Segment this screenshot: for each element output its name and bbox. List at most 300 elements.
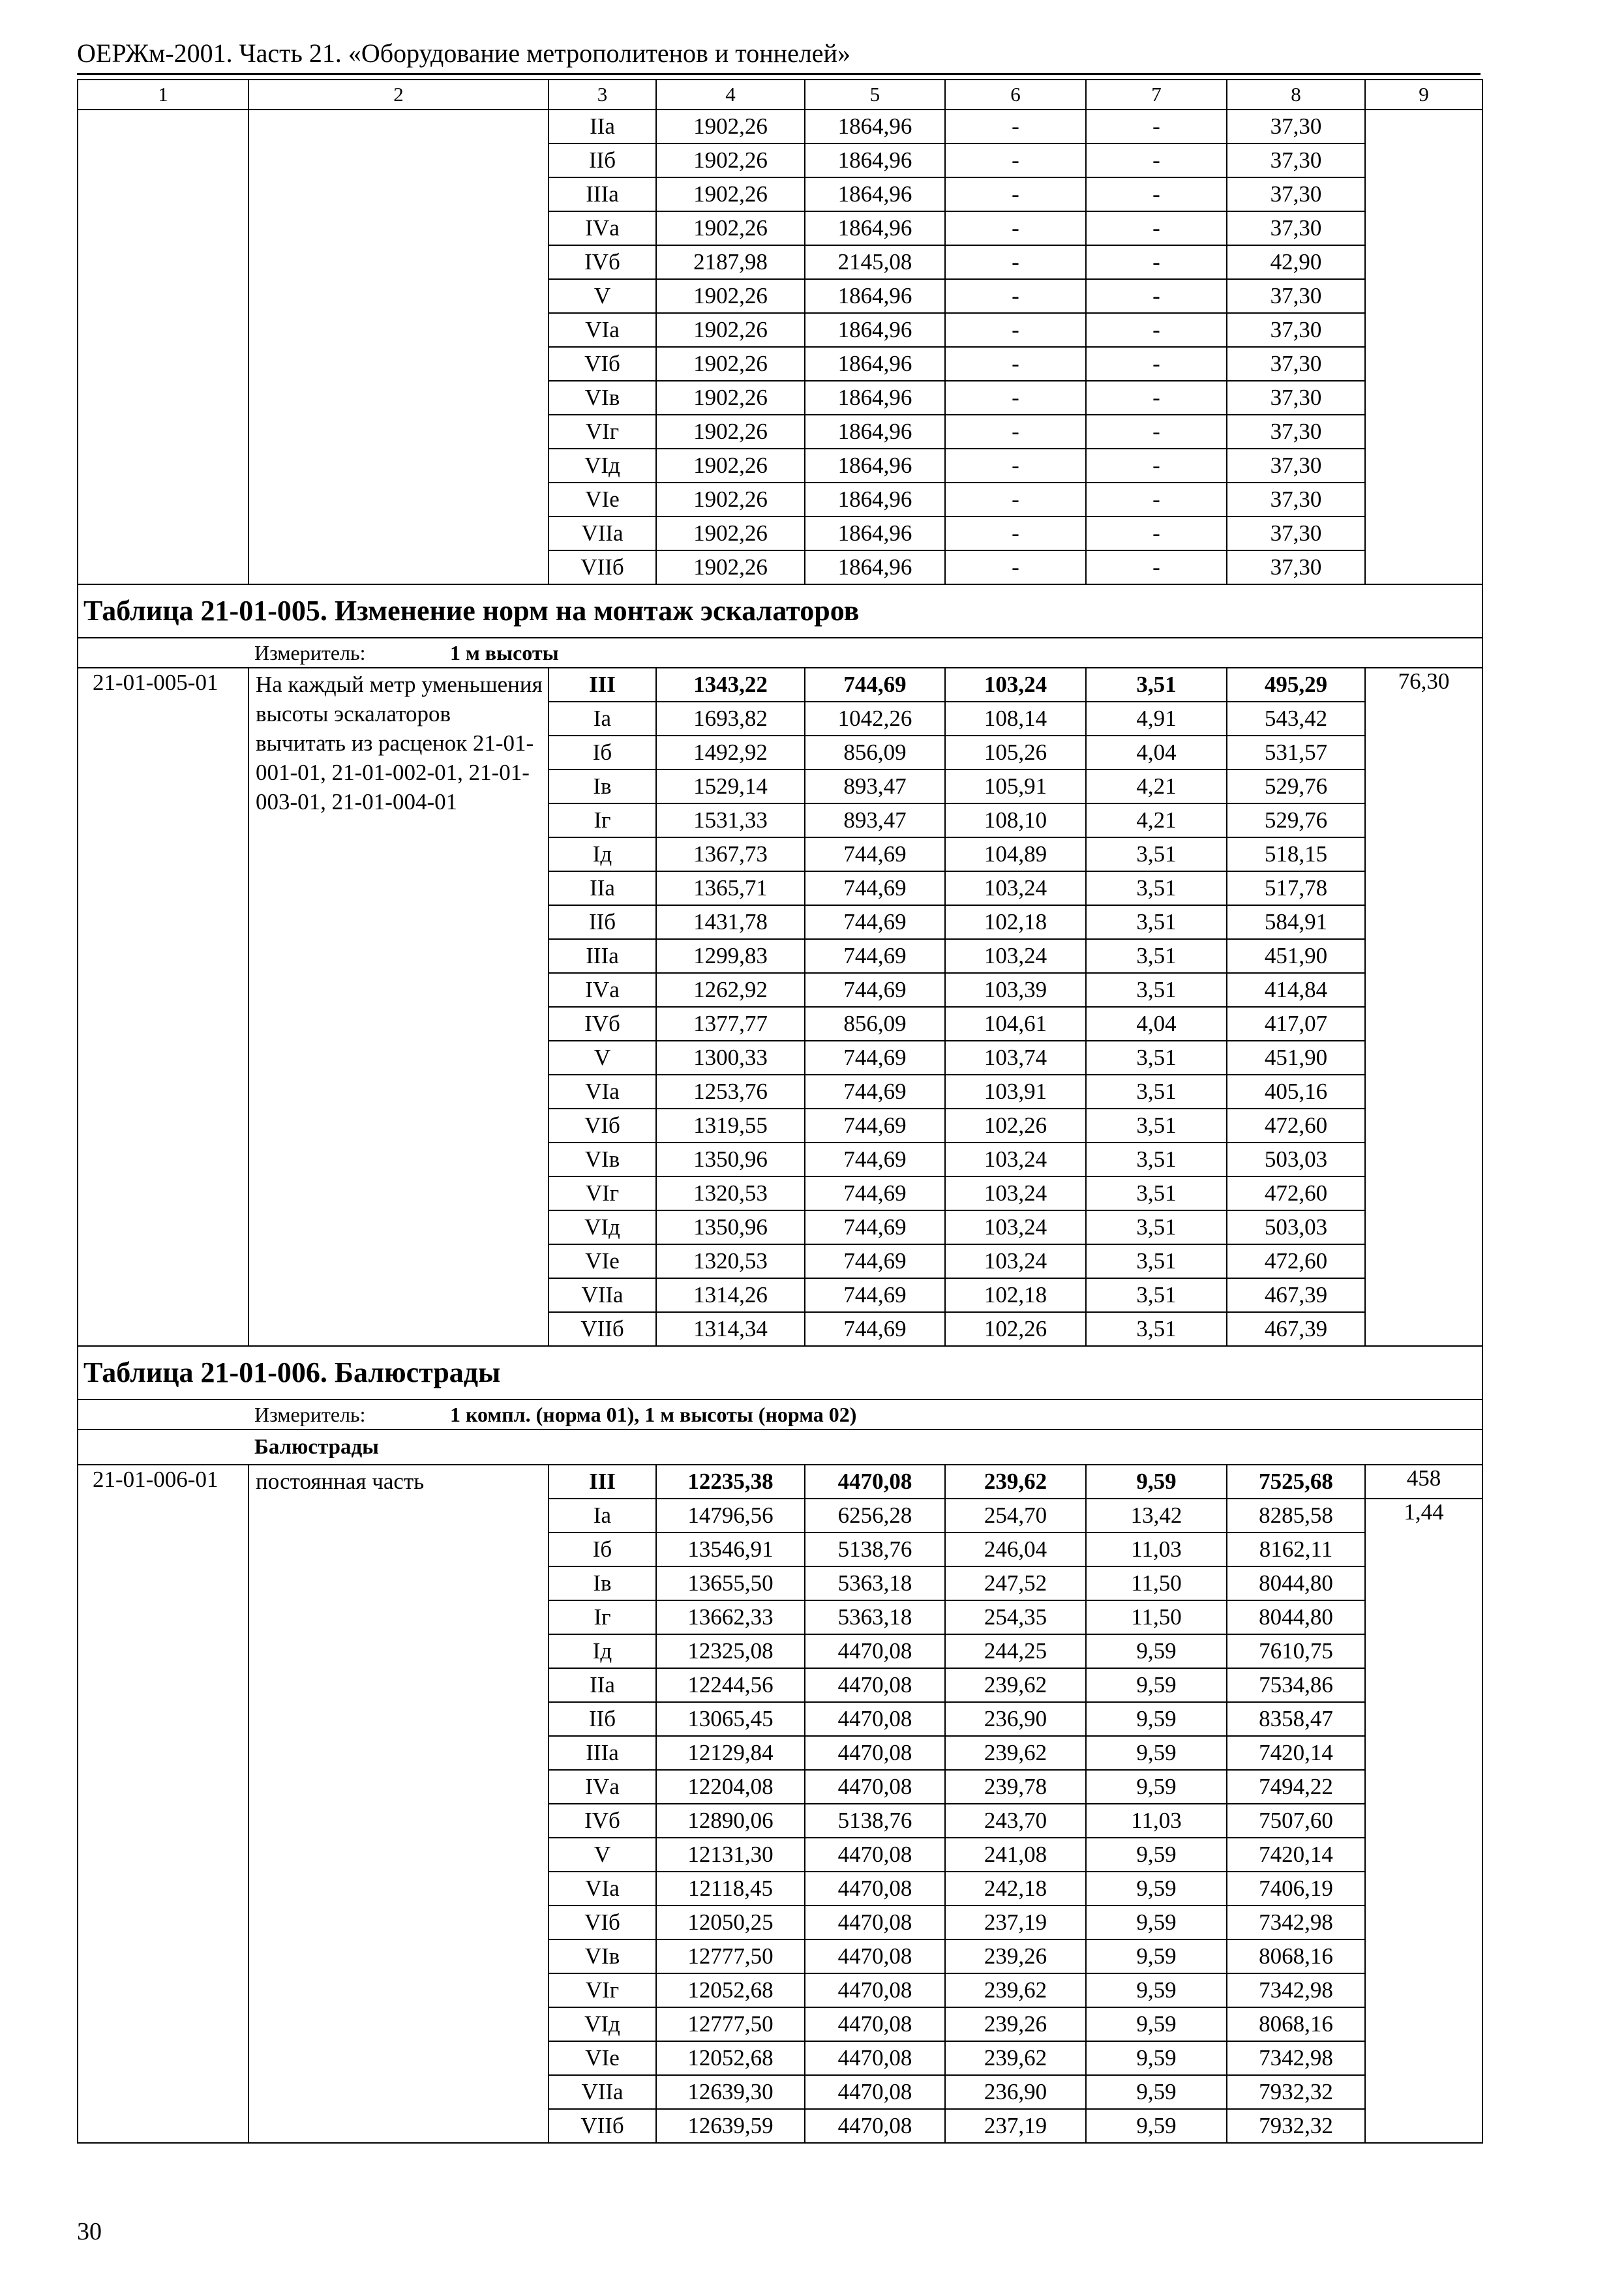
total-cost-cell: 13655,50 [656, 1566, 805, 1600]
resource-zone-cell: III [549, 668, 656, 702]
wages-cell: 893,47 [805, 803, 945, 837]
resource-zone-cell: VIг [549, 1973, 656, 2007]
machine-cost-cell: 239,62 [945, 2041, 1086, 2075]
resource-zone-cell: VIIа [549, 2075, 656, 2109]
materials-cost-cell: 7507,60 [1227, 1804, 1365, 1838]
norm-name-cell: постоянная часть [248, 1465, 549, 2143]
machinist-wages-cell: 9,59 [1086, 1770, 1227, 1804]
resource-zone-cell: VIг [549, 415, 656, 449]
resource-zone-cell: IIIа [549, 939, 656, 973]
machine-cost-cell: 247,52 [945, 1566, 1086, 1600]
resource-zone-cell: III [549, 1465, 656, 1499]
machinist-wages-cell: - [1086, 381, 1227, 415]
total-cost-cell: 1693,82 [656, 702, 805, 736]
machine-cost-cell: 102,18 [945, 905, 1086, 939]
wages-cell: 744,69 [805, 1109, 945, 1143]
machinist-wages-cell: 9,59 [1086, 1736, 1227, 1770]
total-cost-cell: 12325,08 [656, 1634, 805, 1668]
table-row [78, 110, 1482, 143]
materials-cost-cell: 8044,80 [1227, 1600, 1365, 1634]
total-cost-cell: 1902,26 [656, 550, 805, 584]
column-number: 3 [549, 80, 656, 110]
materials-cost-cell: 37,30 [1227, 313, 1365, 347]
materials-cost-cell: 8044,80 [1227, 1566, 1365, 1600]
machine-cost-cell: 105,26 [945, 736, 1086, 770]
resource-zone-cell: VIд [549, 1210, 656, 1244]
machine-cost-cell: 242,18 [945, 1872, 1086, 1906]
total-cost-cell: 1902,26 [656, 347, 805, 381]
total-cost-cell: 12052,68 [656, 1973, 805, 2007]
materials-cost-cell: 543,42 [1227, 702, 1365, 736]
resource-zone-cell: Iб [549, 1533, 656, 1566]
machinist-wages-cell: 3,51 [1086, 1143, 1227, 1176]
column-number: 5 [805, 80, 945, 110]
machinist-wages-cell: 9,59 [1086, 2075, 1227, 2109]
resource-zone-cell: V [549, 1041, 656, 1075]
total-cost-cell: 1902,26 [656, 313, 805, 347]
machine-cost-cell: 103,24 [945, 1210, 1086, 1244]
materials-cost-cell: 472,60 [1227, 1244, 1365, 1278]
extra-cell [1365, 110, 1482, 584]
labor-cost-cell: 458 [1365, 1465, 1482, 1499]
machine-cost-cell: 237,19 [945, 2109, 1086, 2143]
resource-zone-cell: VIIб [549, 1312, 656, 1346]
code-cell [78, 110, 248, 584]
materials-cost-cell: 495,29 [1227, 668, 1365, 702]
machine-cost-cell: 102,18 [945, 1278, 1086, 1312]
materials-cost-cell: 517,78 [1227, 871, 1365, 905]
total-cost-cell: 13662,33 [656, 1600, 805, 1634]
materials-cost-cell: 7610,75 [1227, 1634, 1365, 1668]
machinist-wages-cell: - [1086, 110, 1227, 143]
materials-cost-cell: 8285,58 [1227, 1499, 1365, 1533]
machine-cost-cell: 239,62 [945, 1668, 1086, 1702]
wages-cell: 744,69 [805, 871, 945, 905]
total-cost-cell: 12052,68 [656, 2041, 805, 2075]
materials-cost-cell: 37,30 [1227, 381, 1365, 415]
machinist-wages-cell: 9,59 [1086, 1465, 1227, 1499]
resource-zone-cell: VIд [549, 2007, 656, 2041]
machine-cost-cell: 103,74 [945, 1041, 1086, 1075]
materials-cost-cell: 37,30 [1227, 211, 1365, 245]
machine-cost-cell: 239,62 [945, 1465, 1086, 1499]
machinist-wages-cell: 11,03 [1086, 1804, 1227, 1838]
machinist-wages-cell: 3,51 [1086, 973, 1227, 1007]
wages-cell: 5363,18 [805, 1566, 945, 1600]
subheader-label: Балюстрады [254, 1435, 379, 1459]
page-header-title: ОЕРЖм-2001. Часть 21. «Оборудование метрополитенов и тоннелей» [77, 38, 850, 68]
materials-cost-cell: 451,90 [1227, 1041, 1365, 1075]
resource-zone-cell: IVа [549, 973, 656, 1007]
machinist-wages-cell: - [1086, 211, 1227, 245]
machine-cost-cell: - [945, 211, 1086, 245]
machine-cost-cell: 102,26 [945, 1109, 1086, 1143]
machine-cost-cell: 103,39 [945, 973, 1086, 1007]
wages-cell: 1864,96 [805, 347, 945, 381]
machinist-wages-cell: - [1086, 483, 1227, 516]
wages-cell: 1864,96 [805, 143, 945, 177]
resource-zone-cell: IVа [549, 211, 656, 245]
materials-cost-cell: 8162,11 [1227, 1533, 1365, 1566]
machine-cost-cell: - [945, 110, 1086, 143]
resource-zone-cell: IIIа [549, 177, 656, 211]
materials-cost-cell: 37,30 [1227, 415, 1365, 449]
wages-cell: 1864,96 [805, 279, 945, 313]
machine-cost-cell: 246,04 [945, 1533, 1086, 1566]
machinist-wages-cell: 11,03 [1086, 1533, 1227, 1566]
wages-cell: 1042,26 [805, 702, 945, 736]
resource-zone-cell: V [549, 279, 656, 313]
header-rule [77, 73, 1481, 75]
wages-cell: 744,69 [805, 905, 945, 939]
norm-name-cell: На каждый метр уменьшения высоты эскалаторов вычитать из расценок 21-01-001-01, 21-01-002-01, 21-01-003-01, 21-01-004-01 [248, 668, 549, 1346]
machinist-wages-cell: 3,51 [1086, 1075, 1227, 1109]
wages-cell: 4470,08 [805, 2041, 945, 2075]
norm-code-cell: 21-01-006-01 [78, 1465, 248, 2143]
machinist-wages-cell: 9,59 [1086, 1634, 1227, 1668]
resource-zone-cell: IVб [549, 1804, 656, 1838]
wages-cell: 744,69 [805, 837, 945, 871]
materials-cost-cell: 7534,86 [1227, 1668, 1365, 1702]
table-row [78, 1465, 1482, 1499]
wages-cell: 744,69 [805, 1143, 945, 1176]
materials-cost-cell: 7525,68 [1227, 1465, 1365, 1499]
materials-cost-cell: 7494,22 [1227, 1770, 1365, 1804]
machinist-wages-cell: - [1086, 313, 1227, 347]
machine-cost-cell: 254,35 [945, 1600, 1086, 1634]
total-cost-cell: 12890,06 [656, 1804, 805, 1838]
resource-zone-cell: IIб [549, 143, 656, 177]
table-row [78, 668, 1482, 702]
wages-cell: 5138,76 [805, 1533, 945, 1566]
resource-zone-cell: IIб [549, 1702, 656, 1736]
machine-cost-cell: 243,70 [945, 1804, 1086, 1838]
resource-zone-cell: Iа [549, 702, 656, 736]
wages-cell: 856,09 [805, 1007, 945, 1041]
machinist-wages-cell: - [1086, 347, 1227, 381]
machinist-wages-cell: 3,51 [1086, 905, 1227, 939]
total-cost-cell: 12131,30 [656, 1838, 805, 1872]
resource-zone-cell: IIа [549, 871, 656, 905]
materials-cost-cell: 37,30 [1227, 110, 1365, 143]
machine-cost-cell: 103,24 [945, 871, 1086, 905]
table-006-measure-row [78, 1399, 1482, 1429]
wages-cell: 744,69 [805, 939, 945, 973]
resource-zone-cell: VIв [549, 381, 656, 415]
resource-zone-cell: VIа [549, 1872, 656, 1906]
resource-zone-cell: VIв [549, 1143, 656, 1176]
resource-zone-cell: IVб [549, 245, 656, 279]
total-cost-cell: 1350,96 [656, 1143, 805, 1176]
materials-cost-cell: 7420,14 [1227, 1838, 1365, 1872]
total-cost-cell: 1902,26 [656, 211, 805, 245]
resource-zone-cell: VIг [549, 1176, 656, 1210]
total-cost-cell: 12118,45 [656, 1872, 805, 1906]
total-cost-cell: 12204,08 [656, 1770, 805, 1804]
machinist-wages-cell: 9,59 [1086, 2007, 1227, 2041]
resource-zone-cell: Iа [549, 1499, 656, 1533]
resource-zone-cell: VIIа [549, 516, 656, 550]
materials-cost-cell: 8358,47 [1227, 1702, 1365, 1736]
machine-cost-cell: - [945, 279, 1086, 313]
machine-cost-cell: - [945, 550, 1086, 584]
wages-cell: 4470,08 [805, 1973, 945, 2007]
total-cost-cell: 1343,22 [656, 668, 805, 702]
materials-cost-cell: 37,30 [1227, 279, 1365, 313]
table-006-subheader [78, 1429, 1482, 1465]
materials-cost-cell: 37,30 [1227, 449, 1365, 483]
table-005-measure [78, 638, 1482, 668]
machine-cost-cell: 239,78 [945, 1770, 1086, 1804]
wages-cell: 5363,18 [805, 1600, 945, 1634]
resource-zone-cell: VIб [549, 347, 656, 381]
machinist-wages-cell: 9,59 [1086, 1906, 1227, 1939]
machine-cost-cell: 239,26 [945, 2007, 1086, 2041]
total-cost-cell: 1902,26 [656, 177, 805, 211]
machinist-wages-cell: 4,04 [1086, 736, 1227, 770]
column-number: 7 [1086, 80, 1227, 110]
machine-cost-cell: 103,24 [945, 939, 1086, 973]
materials-cost-cell: 7420,14 [1227, 1736, 1365, 1770]
machine-cost-cell: 103,24 [945, 1176, 1086, 1210]
machinist-wages-cell: 3,51 [1086, 1278, 1227, 1312]
resource-zone-cell: VIе [549, 483, 656, 516]
wages-cell: 744,69 [805, 1176, 945, 1210]
table-006-title: Таблица 21-01-006. Балюстрады [78, 1346, 1482, 1399]
resource-zone-cell: Iд [549, 837, 656, 871]
machinist-wages-cell: 3,51 [1086, 1041, 1227, 1075]
machine-cost-cell: 254,70 [945, 1499, 1086, 1533]
machinist-wages-cell: 4,04 [1086, 1007, 1227, 1041]
machine-cost-cell: 108,10 [945, 803, 1086, 837]
wages-cell: 1864,96 [805, 449, 945, 483]
table-005-title: Таблица 21-01-005. Изменение норм на монтаж эскалаторов [78, 584, 1482, 638]
measure-label: Измеритель: [254, 1403, 366, 1426]
materials-cost-cell: 42,90 [1227, 245, 1365, 279]
wages-cell: 4470,08 [805, 1702, 945, 1736]
machinist-wages-cell: 3,51 [1086, 1176, 1227, 1210]
resource-zone-cell: VIб [549, 1109, 656, 1143]
materials-cost-cell: 405,16 [1227, 1075, 1365, 1109]
resource-zone-cell: IIб [549, 905, 656, 939]
wages-cell: 1864,96 [805, 211, 945, 245]
resource-zone-cell: Iв [549, 770, 656, 803]
materials-cost-cell: 518,15 [1227, 837, 1365, 871]
resource-zone-cell: VIе [549, 2041, 656, 2075]
resource-zone-cell: VIа [549, 1075, 656, 1109]
materials-cost-cell: 7342,98 [1227, 2041, 1365, 2075]
norm-code-cell: 21-01-005-01 [78, 668, 248, 1346]
total-cost-cell: 1320,53 [656, 1244, 805, 1278]
machinist-wages-cell: 9,59 [1086, 1939, 1227, 1973]
machinist-wages-cell: 9,59 [1086, 1838, 1227, 1872]
machinist-wages-cell: - [1086, 279, 1227, 313]
wages-cell: 4470,08 [805, 1906, 945, 1939]
total-cost-cell: 13546,91 [656, 1533, 805, 1566]
machine-cost-cell: - [945, 483, 1086, 516]
machinist-wages-cell: 3,51 [1086, 1210, 1227, 1244]
column-number: 8 [1227, 80, 1365, 110]
materials-cost-cell: 7932,32 [1227, 2075, 1365, 2109]
machinist-wages-cell: 13,42 [1086, 1499, 1227, 1533]
machine-cost-cell: 103,91 [945, 1075, 1086, 1109]
materials-cost-cell: 531,57 [1227, 736, 1365, 770]
machine-cost-cell: 239,62 [945, 1973, 1086, 2007]
materials-cost-cell: 503,03 [1227, 1143, 1365, 1176]
machinist-wages-cell: 3,51 [1086, 668, 1227, 702]
materials-cost-cell: 529,76 [1227, 803, 1365, 837]
total-cost-cell: 1320,53 [656, 1176, 805, 1210]
machinist-wages-cell: 11,50 [1086, 1600, 1227, 1634]
machine-cost-cell: - [945, 516, 1086, 550]
total-cost-cell: 1365,71 [656, 871, 805, 905]
materials-cost-cell: 529,76 [1227, 770, 1365, 803]
total-cost-cell: 12050,25 [656, 1906, 805, 1939]
materials-cost-cell: 503,03 [1227, 1210, 1365, 1244]
machinist-wages-cell: 11,50 [1086, 1566, 1227, 1600]
machine-cost-cell: - [945, 347, 1086, 381]
materials-cost-cell: 472,60 [1227, 1109, 1365, 1143]
machine-cost-cell: 236,90 [945, 1702, 1086, 1736]
wages-cell: 744,69 [805, 1041, 945, 1075]
rates-table [77, 79, 1483, 2144]
machine-cost-cell: - [945, 245, 1086, 279]
table-005-measure-row [78, 638, 1482, 668]
machine-cost-cell: 103,24 [945, 1244, 1086, 1278]
materials-cost-cell: 472,60 [1227, 1176, 1365, 1210]
resource-zone-cell: V [549, 1838, 656, 1872]
machinist-wages-cell: 3,51 [1086, 871, 1227, 905]
machine-cost-cell: 241,08 [945, 1838, 1086, 1872]
resource-zone-cell: Iб [549, 736, 656, 770]
machinist-wages-cell: 4,21 [1086, 803, 1227, 837]
resource-zone-cell: IVб [549, 1007, 656, 1041]
materials-cost-cell: 7932,32 [1227, 2109, 1365, 2143]
wages-cell: 6256,28 [805, 1499, 945, 1533]
wages-cell: 744,69 [805, 973, 945, 1007]
machinist-wages-cell: 3,51 [1086, 1312, 1227, 1346]
machinist-wages-cell: - [1086, 143, 1227, 177]
materials-cost-cell: 8068,16 [1227, 1939, 1365, 1973]
resource-zone-cell: IVа [549, 1770, 656, 1804]
machine-cost-cell: 104,61 [945, 1007, 1086, 1041]
machine-cost-cell: 236,90 [945, 2075, 1086, 2109]
total-cost-cell: 1253,76 [656, 1075, 805, 1109]
wages-cell: 1864,96 [805, 177, 945, 211]
machine-cost-cell: 103,24 [945, 668, 1086, 702]
total-cost-cell: 1431,78 [656, 905, 805, 939]
total-cost-cell: 12129,84 [656, 1736, 805, 1770]
materials-cost-cell: 37,30 [1227, 550, 1365, 584]
total-cost-cell: 12639,59 [656, 2109, 805, 2143]
materials-cost-cell: 37,30 [1227, 177, 1365, 211]
wages-cell: 1864,96 [805, 415, 945, 449]
wages-cell: 4470,08 [805, 2109, 945, 2143]
resource-zone-cell: VIIб [549, 550, 656, 584]
name-cell [248, 110, 549, 584]
machine-cost-cell: 105,91 [945, 770, 1086, 803]
column-number: 6 [945, 80, 1086, 110]
machinist-wages-cell: 9,59 [1086, 1702, 1227, 1736]
materials-cost-cell: 37,30 [1227, 143, 1365, 177]
total-cost-cell: 1492,92 [656, 736, 805, 770]
total-cost-cell: 12639,30 [656, 2075, 805, 2109]
machinist-wages-cell: 9,59 [1086, 2041, 1227, 2075]
total-cost-cell: 1299,83 [656, 939, 805, 973]
resource-zone-cell: Iд [549, 1634, 656, 1668]
column-number: 1 [78, 80, 248, 110]
total-cost-cell: 14796,56 [656, 1499, 805, 1533]
machinist-wages-cell: 9,59 [1086, 1973, 1227, 2007]
materials-cost-cell: 37,30 [1227, 483, 1365, 516]
wages-cell: 893,47 [805, 770, 945, 803]
total-cost-cell: 1377,77 [656, 1007, 805, 1041]
resource-zone-cell: VIе [549, 1244, 656, 1278]
wages-cell: 4470,08 [805, 1668, 945, 1702]
resource-zone-cell: VIб [549, 1906, 656, 1939]
wages-cell: 4470,08 [805, 2075, 945, 2109]
materials-cost-cell: 451,90 [1227, 939, 1365, 973]
total-cost-cell: 1902,26 [656, 381, 805, 415]
rates-table-body [78, 80, 1482, 2143]
total-cost-cell: 1314,34 [656, 1312, 805, 1346]
wages-cell: 5138,76 [805, 1804, 945, 1838]
total-cost-cell: 12777,50 [656, 1939, 805, 1973]
total-cost-cell: 1902,26 [656, 110, 805, 143]
resource-zone-cell: VIа [549, 313, 656, 347]
machinist-wages-cell: 3,51 [1086, 837, 1227, 871]
resource-zone-cell: VIд [549, 449, 656, 483]
machinist-wages-cell: - [1086, 415, 1227, 449]
total-cost-cell: 1350,96 [656, 1210, 805, 1244]
resource-zone-cell: VIв [549, 1939, 656, 1973]
machine-cost-cell: 237,19 [945, 1906, 1086, 1939]
table-006-title-row [78, 1346, 1482, 1399]
wages-cell: 4470,08 [805, 1736, 945, 1770]
column-number: 9 [1365, 80, 1482, 110]
table-006-subheader-row [78, 1429, 1482, 1465]
materials-cost-cell: 584,91 [1227, 905, 1365, 939]
wages-cell: 2145,08 [805, 245, 945, 279]
page-number: 30 [77, 2218, 102, 2245]
column-number-row [78, 80, 1482, 110]
total-cost-cell: 1262,92 [656, 973, 805, 1007]
wages-cell: 1864,96 [805, 381, 945, 415]
machinist-wages-cell: - [1086, 245, 1227, 279]
machinist-wages-cell: - [1086, 177, 1227, 211]
resource-zone-cell: VIIа [549, 1278, 656, 1312]
wages-cell: 4470,08 [805, 2007, 945, 2041]
machinist-wages-cell: 3,51 [1086, 1109, 1227, 1143]
rates-table-container [77, 79, 1482, 2144]
resource-zone-cell: Iг [549, 1600, 656, 1634]
machine-cost-cell: 239,62 [945, 1736, 1086, 1770]
wages-cell: 4470,08 [805, 1770, 945, 1804]
total-cost-cell: 13065,45 [656, 1702, 805, 1736]
total-cost-cell: 1902,26 [656, 415, 805, 449]
wages-cell: 4470,08 [805, 1872, 945, 1906]
total-cost-cell: 1902,26 [656, 516, 805, 550]
total-cost-cell: 12244,56 [656, 1668, 805, 1702]
labor-cost-cell: 1,44 [1365, 1499, 1482, 2143]
wages-cell: 1864,96 [805, 550, 945, 584]
resource-zone-cell: IIа [549, 110, 656, 143]
labor-cost-cell: 76,30 [1365, 668, 1482, 1346]
measure-value: 1 м высоты [450, 641, 559, 665]
resource-zone-cell: Iг [549, 803, 656, 837]
total-cost-cell: 1367,73 [656, 837, 805, 871]
machine-cost-cell: 108,14 [945, 702, 1086, 736]
